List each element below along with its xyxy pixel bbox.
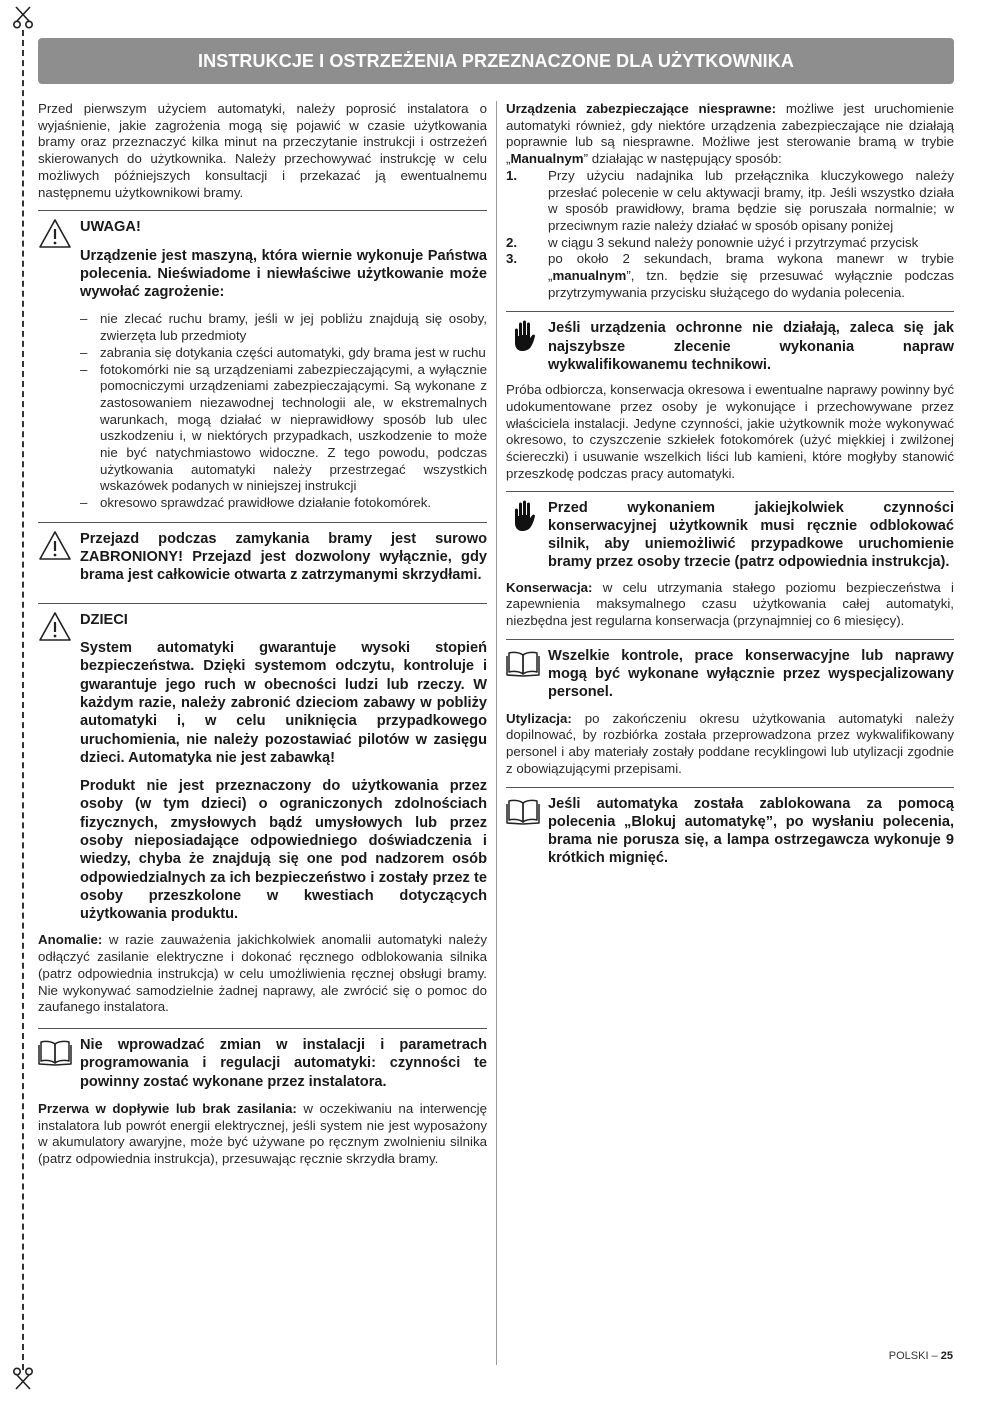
page-title: INSTRUKCJE I OSTRZEŻENIA PRZEZNACZONE DLA UŻYTKOWNIKA [38, 38, 954, 84]
warning-notice-przejazd [38, 522, 487, 585]
blokuj-text: Jeśli automatyka została zablokowana za pomocą polecenia „Blokuj automatykę”, po wysłaniu polecenia, brama nie porusza się, a lampa ostrzegawcza wykonuje 9 krótkich mignięć. [548, 795, 954, 867]
ochronne-text: Jeśli urządzenia ochronne nie działają, zaleca się jak najszybsze zlecenie wykonania napraw wykwalifikowanemu technikowi. [548, 320, 954, 374]
utylizacja-label: Utylizacja: [506, 710, 572, 726]
column-divider [496, 101, 497, 1365]
utylizacja-paragraph: Utylizacja: po zakończeniu okresu użytkowania automatyki należy dopilnować, by rozbiórka została przeprowadzona przez wykwalifikowany personel i aby materiały zostały poddane recyklingowi lub utylizacji zgodnie z obowiązującymi przepisami. [506, 710, 954, 776]
manual-notice-zmiany [38, 1028, 487, 1091]
list-item: 3. po około 2 sekundach, brama wykona manewr w trybie „manualnym”, tzn. będzie się przesuwać wyłącznie podczas przytrzymywania przycisku służącego do wydania polecenia. [506, 251, 954, 300]
open-book-icon [38, 1035, 72, 1069]
hand-notice-odblokowac [506, 491, 954, 572]
hand-stop-icon [506, 318, 540, 352]
przejazd-text: Przejazd podczas zamykania bramy jest surowo ZABRONIONY! Przejazd jest dozwolony wyłącznie, gdy brama jest całkowicie otwarta z zatrzymanymi skrzydłami. [80, 530, 487, 584]
hand-stop-icon [506, 498, 540, 532]
konserwacja-paragraph: Konserwacja: w celu utrzymania stałego poziomu bezpieczeństwa i zapewnienia maksymalnego czasu użytkowania całej automatyki, niezbędna jest regularna konserwacja (przynajmniej co 6 miesięcy). [506, 579, 954, 629]
konserwacja-label: Konserwacja: [506, 579, 593, 595]
list-item: – nie zlecać ruchu bramy, jeśli w jej pobliżu znajdują się osoby, zwierzęta lub przedmioty [80, 311, 487, 344]
left-column [38, 101, 487, 1168]
zmiany-text: Nie wprowadzać zmian w instalacji i parametrach programowania i regulacji automatyki: czynności te powinny zostać wykonane przez instalatora. [80, 1037, 487, 1090]
list-item: 2. w ciągu 3 sekund należy ponownie użyć i przytrzymać przycisk [506, 234, 919, 250]
proba-paragraph: Próba odbiorcza, konserwacja okresowa i ewentualne naprawy powinny być udokumentowane przez osoby je wykonujące i przechowywane przez właściciela instalacji. Jedyne czynności, jakie użytkownik może wykonywać okresowo, to czyszczenie szkiełek fotokomórek (użyć miękkiej i zwilżonej ściereczki) i usuwanie wszelkich liści lub kamieni, które mogłyby stanowić przeszkodę podczas pracy automatyki. [506, 382, 954, 481]
odblokowac-text: Przed wykonaniem jakiejkolwiek czynności konserwacyjnej użytkownik musi ręcznie odblokować silnik, aby uniemożliwić przypadkowe uruchomienie bramy przez osoby trzecie (patrz odpowiednia instrukcja). [548, 499, 954, 571]
list-item: – fotokomórki nie są urządzeniami zabezpieczającymi, a wyłącznie pomocniczymi urządzeniami zabezpieczającymi. Są wykonane z zastosowaniem niezawodnej technologii ale, w ekstremalnych warunkach, mogą działać w nieprawidłowy sposób lub ulec uszkodzeniu i, w niektórych przypadkach, uszkodzenie to może nie być natychmiastowo widoczne. Z tego powodu, podczas użytkowania automatyki należy przestrzegać wszystkich wskazówek podanych w niniejszej instrukcji [80, 362, 487, 496]
manual-steps-list [506, 168, 954, 302]
przerwa-paragraph: Przerwa w dopływie lub brak zasilania: w oczekiwaniu na interwencję instalatora lub powrót energii elektrycznej, jeśli system nie jest wyposażony w akumulatory awaryjne, może być używane po ręcznym zwolnieniu silnika (patrz odpowiednia instrukcja), przesuwając ręcznie skrzydła bramy. [38, 1100, 488, 1166]
open-book-icon [506, 794, 540, 828]
page-footer [889, 1350, 953, 1362]
manual-notice-kontrole [506, 639, 954, 702]
warning-notice-dzieci [38, 603, 487, 924]
dzieci-title: DZIECI [80, 611, 128, 628]
warning-triangle-icon [38, 529, 72, 563]
open-book-icon [506, 646, 540, 680]
niesprawne-paragraph: Urządzenia zabezpieczające niesprawne: możliwe jest uruchomienie automatyki również, gdy niektóre urządzenia zabezpieczające nie działają poprawnie lub są niesprawne. Możliwe jest sterowanie bramą w trybie „Manualnym” działając w następujący sposób: [506, 101, 954, 167]
list-item: – okresowo sprawdzać prawidłowe działanie fotokomórek. [80, 495, 487, 512]
hand-notice-ochronne [506, 311, 954, 374]
uwaga-bold-text: Urządzenie jest maszyną, która wiernie wykonuje Państwa polecenia. Nieświadome i niewłaściwe użytkowanie może wywołać zagrożenie: [80, 247, 487, 301]
dzieci-text-2: Produkt nie jest przeznaczony do użytkowania przez osoby (w tym dzieci) o ograniczonych zdolnościach fizycznych, zmysłowych bądź umysłowych lub przez osoby nieposiadające odpowiedniego doświadczenia i wiedzy, chyba że znajdują się one pod nadzorem osób odpowiedzialnych za ich bezpieczeństwo i zostały przez te osoby przeszkolone w kwestiach dotyczących użytkowania produktu. [80, 778, 487, 923]
footer-language: POLSKI – [888, 1350, 941, 1362]
scissors-icon [10, 4, 36, 30]
scissors-icon [10, 1366, 36, 1392]
anomalie-paragraph: Anomalie: w razie zauważenia jakichkolwiek anomalii automatyki należy odłączyć zasilanie elektryczne i dokonać ręcznego odblokowania silnika (patrz odpowiednia instrukcja) w celu umożliwienia ręcznej obsługi bramy. Nie wykonywać samodzielnie żadnej naprawy, ale zwrócić się o pomoc do zaufanego instalatora. [38, 932, 487, 1015]
przerwa-label: Przerwa w dopływie lub brak zasilania: [38, 1100, 297, 1116]
warning-triangle-icon [38, 610, 72, 644]
cut-line [22, 30, 24, 1370]
right-column [506, 101, 954, 868]
intro-paragraph: Przed pierwszym użyciem automatyki, należy poprosić instalatora o wyjaśnienie, jakie zagrożenia mogą się pojawić w czasie użytkowania bramy oraz przeznaczyć kilka minut na przeczytanie instrukcji i ostrzeżeń skierowanych do użytkownika. Należy przechowywać instrukcję w celu możliwych późniejszych konsultacji i przekazać ją ewentualnemu następnemu użytkownikowi bramy. [38, 101, 487, 200]
page-number: 25 [940, 1350, 953, 1362]
manual-notice-blokuj [506, 787, 954, 868]
uwaga-title: UWAGA! [80, 219, 141, 236]
list-item: 1. Przy użyciu nadajnika lub przełącznika kluczykowego należy przesłać polecenie w celu aktywacji bramy, itp. Jeśli wszystko działa w sposób prawidłowy, brama będzie się poruszała normalnie; w przeciwnym razie należy działać w sposób opisany poniżej [506, 167, 954, 233]
anomalie-label: Anomalie: [38, 932, 103, 948]
list-item: – zabrania się dotykania części automatyki, gdy brama jest w ruchu [80, 345, 487, 362]
dzieci-text-1: System automatyki gwarantuje wysoki stopień bezpieczeństwa. Dzięki systemom odczytu, kontroluje i gwarantuje jego ruch w obecności ludzi lub rzeczy. W każdym razie, należy zabronić dzieciom zabawy w pobliży automatyki i, w celu uniknięcia przypadkowego uruchomienia, nie należy pozostawiać pilotów w zasięgu dzieci. Automatyka nie jest zabawką! [80, 640, 487, 766]
warning-triangle-icon [38, 217, 72, 251]
uwaga-list [80, 311, 487, 511]
kontrole-text: Wszelkie kontrole, prace konserwacyjne lub naprawy mogą być wykonane wyłącznie przez wyspecjalizowany personel. [548, 647, 954, 701]
warning-notice-uwaga [38, 210, 487, 512]
niesprawne-label: Urządzenia zabezpieczające niesprawne: [506, 101, 777, 116]
